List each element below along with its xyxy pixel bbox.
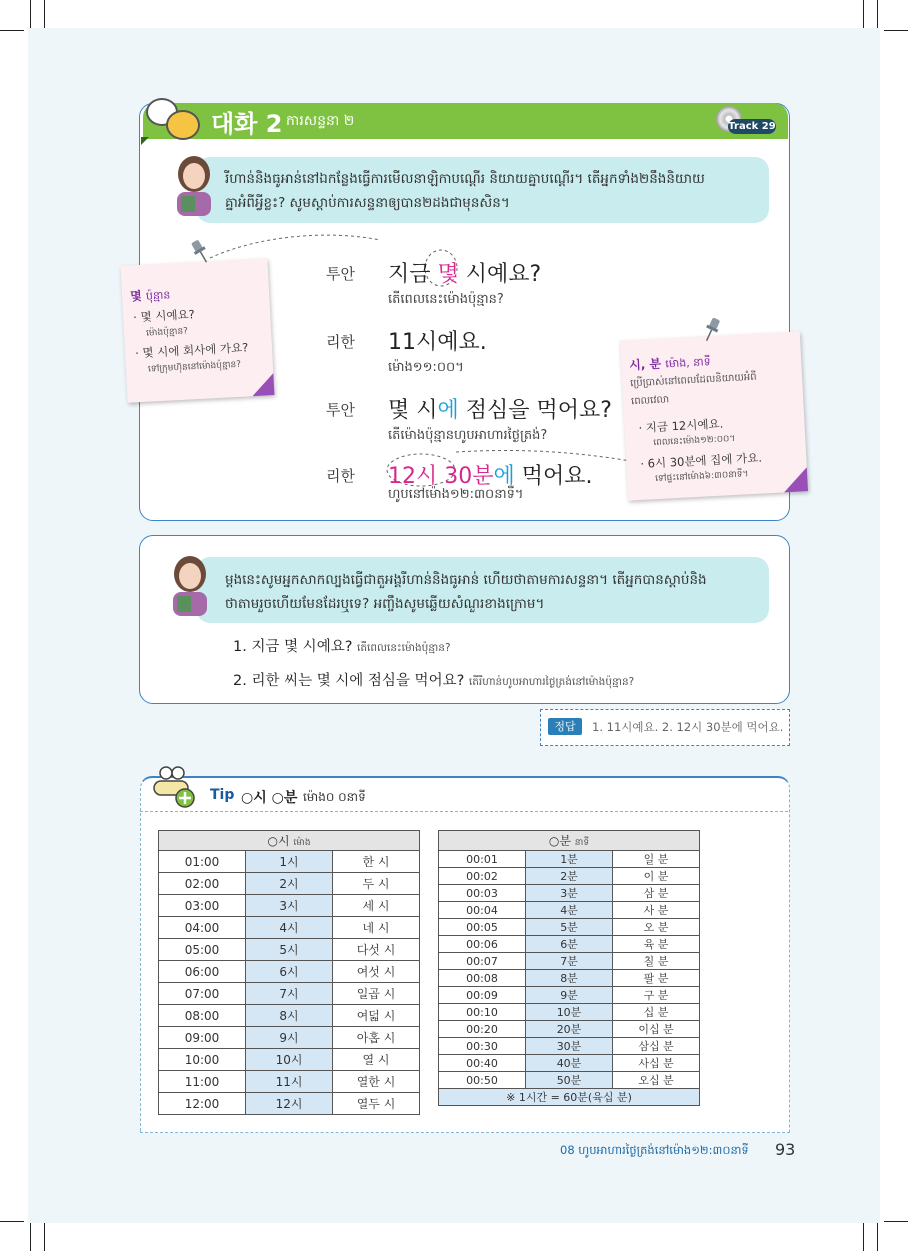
time-cell: 00:09 (439, 987, 526, 1004)
note-description: ប្រើប្រាស់នៅពេលដែលនិយាយអំពី (629, 371, 757, 390)
highlight-word: 몇 (437, 262, 459, 287)
time-cell: 08:00 (159, 1005, 246, 1027)
time-cell: 00:10 (439, 1004, 526, 1021)
section-subtitle: ការសន្ទនា ២ (286, 113, 355, 129)
note-translation: ទៅក្រុមហ៊ុននៅម៉ោងប៉ុន្មាន? (147, 359, 242, 375)
table-row (439, 868, 700, 885)
numeral-cell: 11시 (246, 1071, 333, 1093)
reading-cell: 여덟 시 (333, 1005, 420, 1027)
speaker-name: 투안 (326, 401, 355, 419)
numeral-cell: 30분 (526, 1038, 613, 1055)
reading-cell: 한 시 (333, 851, 420, 873)
time-cell: 00:04 (439, 902, 526, 919)
dialogue-line: 12시 30분에 먹어요. (388, 464, 593, 489)
reading-cell: 다섯 시 (333, 939, 420, 961)
table-row (439, 885, 700, 902)
table-row (159, 1049, 420, 1071)
table-row (439, 1004, 700, 1021)
vocab-note-right (620, 331, 808, 500)
numeral-cell: 8분 (526, 970, 613, 987)
time-cell: 00:30 (439, 1038, 526, 1055)
time-cell: 03:00 (159, 895, 246, 917)
reading-cell: 열두 시 (333, 1093, 420, 1115)
reading-cell: 이십 분 (613, 1021, 700, 1038)
reading-cell: 삼십 분 (613, 1038, 700, 1055)
reading-cell: 이 분 (613, 868, 700, 885)
tip-separator (140, 811, 788, 812)
table-row (159, 961, 420, 983)
reading-cell: 아홉 시 (333, 1027, 420, 1049)
note-example: · 지금 12시예요. (638, 416, 724, 435)
crop-mark (884, 1221, 908, 1222)
numeral-cell: 4시 (246, 917, 333, 939)
time-cell: 09:00 (159, 1027, 246, 1049)
time-cell: 06:00 (159, 961, 246, 983)
numeral-cell: 7분 (526, 953, 613, 970)
table-row (159, 895, 420, 917)
table-row (159, 939, 420, 961)
speaker-name: 리한 (326, 467, 355, 485)
reading-cell: 구 분 (613, 987, 700, 1004)
page-number: 93 (775, 1140, 796, 1159)
numeral-cell: 3시 (246, 895, 333, 917)
time-cell: 00:20 (439, 1021, 526, 1038)
numeral-cell: 9분 (526, 987, 613, 1004)
dialogue-translation: តើពេលនេះម៉ោងប៉ុន្មាន? (388, 292, 504, 307)
teacher-avatar (163, 552, 217, 616)
reading-cell: 두 시 (333, 873, 420, 895)
table-row (159, 1005, 420, 1027)
reading-cell: 여섯 시 (333, 961, 420, 983)
time-cell: 00:05 (439, 919, 526, 936)
tip-title-translation: ម៉ោង០ ០នាទី (303, 790, 366, 804)
instruction-text: ថាតាមរួចហើយមែនដែរឬទេ? អញ្ចឹងសូមឆ្លើយសំណួរខាងក្រោម។ (225, 596, 545, 612)
question-translation: តើពេលនេះម៉ោងប៉ុន្មាន? (357, 642, 451, 654)
dialogue-translation: តើម៉ោងប៉ុន្មានហូបអាហារថ្ងៃត្រង់? (388, 428, 548, 443)
numeral-cell: 7시 (246, 983, 333, 1005)
question-item: 2. 리한 씨는 몇 시에 점심을 먹어요? តើរីហាន់ហូបអាហារថ្ងៃត្រង់នៅម៉ោងប៉ុន្មាន? (233, 673, 635, 689)
reading-cell: 오 분 (613, 919, 700, 936)
numeral-cell: 40분 (526, 1055, 613, 1072)
question-translation: តើរីហាន់ហូបអាហារថ្ងៃត្រង់នៅម៉ោងប៉ុន្មាន? (468, 676, 635, 688)
dialogue-translation: ហូបនៅម៉ោង១២:៣០នាទី។ (388, 487, 524, 502)
reading-cell: 일곱 시 (333, 983, 420, 1005)
instruction-text: រីហាន់និងធូអាន់នៅឯកន្លែងធ្វើការមើលនាឡិកាបណ្ដើរ និយាយគ្នាបណ្ដើរ។ តើអ្នកទាំង២នឹងនិយាយ (225, 171, 705, 187)
time-cell: 04:00 (159, 917, 246, 939)
reading-cell: 삼 분 (613, 885, 700, 902)
table-row (439, 987, 700, 1004)
note-heading-ko: 시, 분 (628, 356, 662, 373)
numeral-cell: 10시 (246, 1049, 333, 1071)
time-cell: 00:02 (439, 868, 526, 885)
table-row (439, 953, 700, 970)
table-row (439, 1021, 700, 1038)
reading-cell: 사 분 (613, 902, 700, 919)
reading-cell: 십 분 (613, 1004, 700, 1021)
note-example: · 몇 시예요? (132, 307, 196, 325)
note-translation: ម៉ោងប៉ុន្មាន? (145, 326, 189, 339)
table-row (439, 919, 700, 936)
reading-cell: 오십 분 (613, 1072, 700, 1089)
numeral-cell: 12시 (246, 1093, 333, 1115)
numeral-cell: 8시 (246, 1005, 333, 1027)
numeral-cell: 20분 (526, 1021, 613, 1038)
vocab-note-left (121, 258, 275, 403)
highlight-particle: 에 (493, 464, 515, 489)
reading-cell: 사십 분 (613, 1055, 700, 1072)
table-header: ○시 ម៉ោង (159, 831, 420, 851)
table-row (439, 1055, 700, 1072)
table-row (439, 1038, 700, 1055)
table-row (159, 1093, 420, 1115)
section-title: 대화 2 (211, 110, 283, 138)
note-corner (251, 373, 274, 396)
table-row (439, 1072, 700, 1089)
note-translation: ទៅផ្ទះនៅម៉ោង៦:៣០នាទី។ (654, 469, 749, 485)
highlight-time: 12시 30분 (388, 464, 494, 489)
table-row (439, 970, 700, 987)
numeral-cell: 1분 (526, 851, 613, 868)
reading-cell: 육 분 (613, 936, 700, 953)
reading-cell: 열한 시 (333, 1071, 420, 1093)
speaker-name: 리한 (326, 333, 355, 351)
table-row (439, 851, 700, 868)
numeral-cell: 50분 (526, 1072, 613, 1089)
numeral-cell: 2시 (246, 873, 333, 895)
note-heading-ko: 몇 (129, 288, 143, 304)
numeral-cell: 3분 (526, 885, 613, 902)
dialogue-line: 11시예요. (388, 330, 487, 355)
hours-table (158, 830, 420, 1115)
table-header: ○분 នាទី (439, 831, 700, 851)
time-cell: 00:40 (439, 1055, 526, 1072)
table-row (159, 917, 420, 939)
note-example: · 몇 시에 회사에 가요? (134, 340, 249, 361)
time-cell: 07:00 (159, 983, 246, 1005)
time-cell: 12:00 (159, 1093, 246, 1115)
numeral-cell: 1시 (246, 851, 333, 873)
numeral-cell: 5분 (526, 919, 613, 936)
table-row (159, 851, 420, 873)
answer-badge: 정답 (548, 718, 582, 735)
numeral-cell: 6분 (526, 936, 613, 953)
question-item: 1. 지금 몇 시예요? តើពេលនេះម៉ោងប៉ុន្មាន? (233, 639, 451, 655)
track-badge[interactable]: Track 29 (728, 121, 776, 132)
time-cell: 05:00 (159, 939, 246, 961)
reading-cell: 팔 분 (613, 970, 700, 987)
numeral-cell: 6시 (246, 961, 333, 983)
note-heading-km: ប៉ុន្មាន (145, 288, 171, 303)
numeral-cell: 5시 (246, 939, 333, 961)
table-row (159, 983, 420, 1005)
reading-cell: 칠 분 (613, 953, 700, 970)
numeral-cell: 2분 (526, 868, 613, 885)
table-row (439, 902, 700, 919)
table-row (159, 1071, 420, 1093)
time-cell: 00:01 (439, 851, 526, 868)
instruction-text: គ្នាអំពីអ្វីខ្លះ? សូមស្ដាប់ការសន្ទនាឲ្យបាន២ដងជាមុនសិន។ (225, 195, 510, 211)
tip-title: ○시 ○분 (241, 790, 298, 806)
time-cell: 00:07 (439, 953, 526, 970)
table-row (159, 1027, 420, 1049)
reading-cell: 세 시 (333, 895, 420, 917)
instruction-text: ម្ដងនេះសូមអ្នកសាកល្បងធ្វើជាតួអង្គរីហាន់និងធូអាន់ ហើយថាតាមការសន្ទនា។ តើអ្នកបានស្ដាប់និង (225, 572, 707, 588)
reading-cell: 일 분 (613, 851, 700, 868)
dialogue-translation: ម៉ោង១១:០០។ (388, 360, 464, 375)
speaker-name: 투안 (326, 265, 355, 283)
note-heading-km: ម៉ោង, នាទី (664, 355, 712, 371)
table-note: ※ 1시간 = 60분(육십 분) (439, 1089, 700, 1106)
numeral-cell: 9시 (246, 1027, 333, 1049)
table-row (159, 873, 420, 895)
time-cell: 00:50 (439, 1072, 526, 1089)
reading-cell: 네 시 (333, 917, 420, 939)
time-cell: 00:06 (439, 936, 526, 953)
time-cell: 02:00 (159, 873, 246, 895)
note-corner (783, 467, 808, 492)
answer-text: 1. 11시예요. 2. 12시 30분에 먹어요. (592, 720, 784, 734)
minutes-table (438, 830, 700, 1106)
highlight-particle: 에 (437, 398, 459, 423)
note-translation: ពេលនេះម៉ោង១២:០០។ (653, 433, 736, 449)
time-cell: 01:00 (159, 851, 246, 873)
time-cell: 00:08 (439, 970, 526, 987)
table-row (439, 936, 700, 953)
time-cell: 00:03 (439, 885, 526, 902)
chapter-footer: 08 ហូបអាហារថ្ងៃត្រង់នៅម៉ោង១២:៣០នាទី (560, 1143, 749, 1157)
numeral-cell: 10분 (526, 1004, 613, 1021)
tip-label: Tip (210, 787, 235, 803)
note-example: · 6시 30분에 집에 가요. (640, 450, 763, 471)
time-cell: 11:00 (159, 1071, 246, 1093)
note-description: ពេលវេលា (630, 394, 670, 408)
numeral-cell: 4분 (526, 902, 613, 919)
dialogue-line: 몇 시에 점심을 먹어요? (388, 398, 612, 423)
users-add-icon (150, 765, 198, 809)
dialogue-line: 지금 몇 시예요? (388, 262, 542, 287)
reading-cell: 열 시 (333, 1049, 420, 1071)
crop-mark (0, 1221, 24, 1222)
time-cell: 10:00 (159, 1049, 246, 1071)
